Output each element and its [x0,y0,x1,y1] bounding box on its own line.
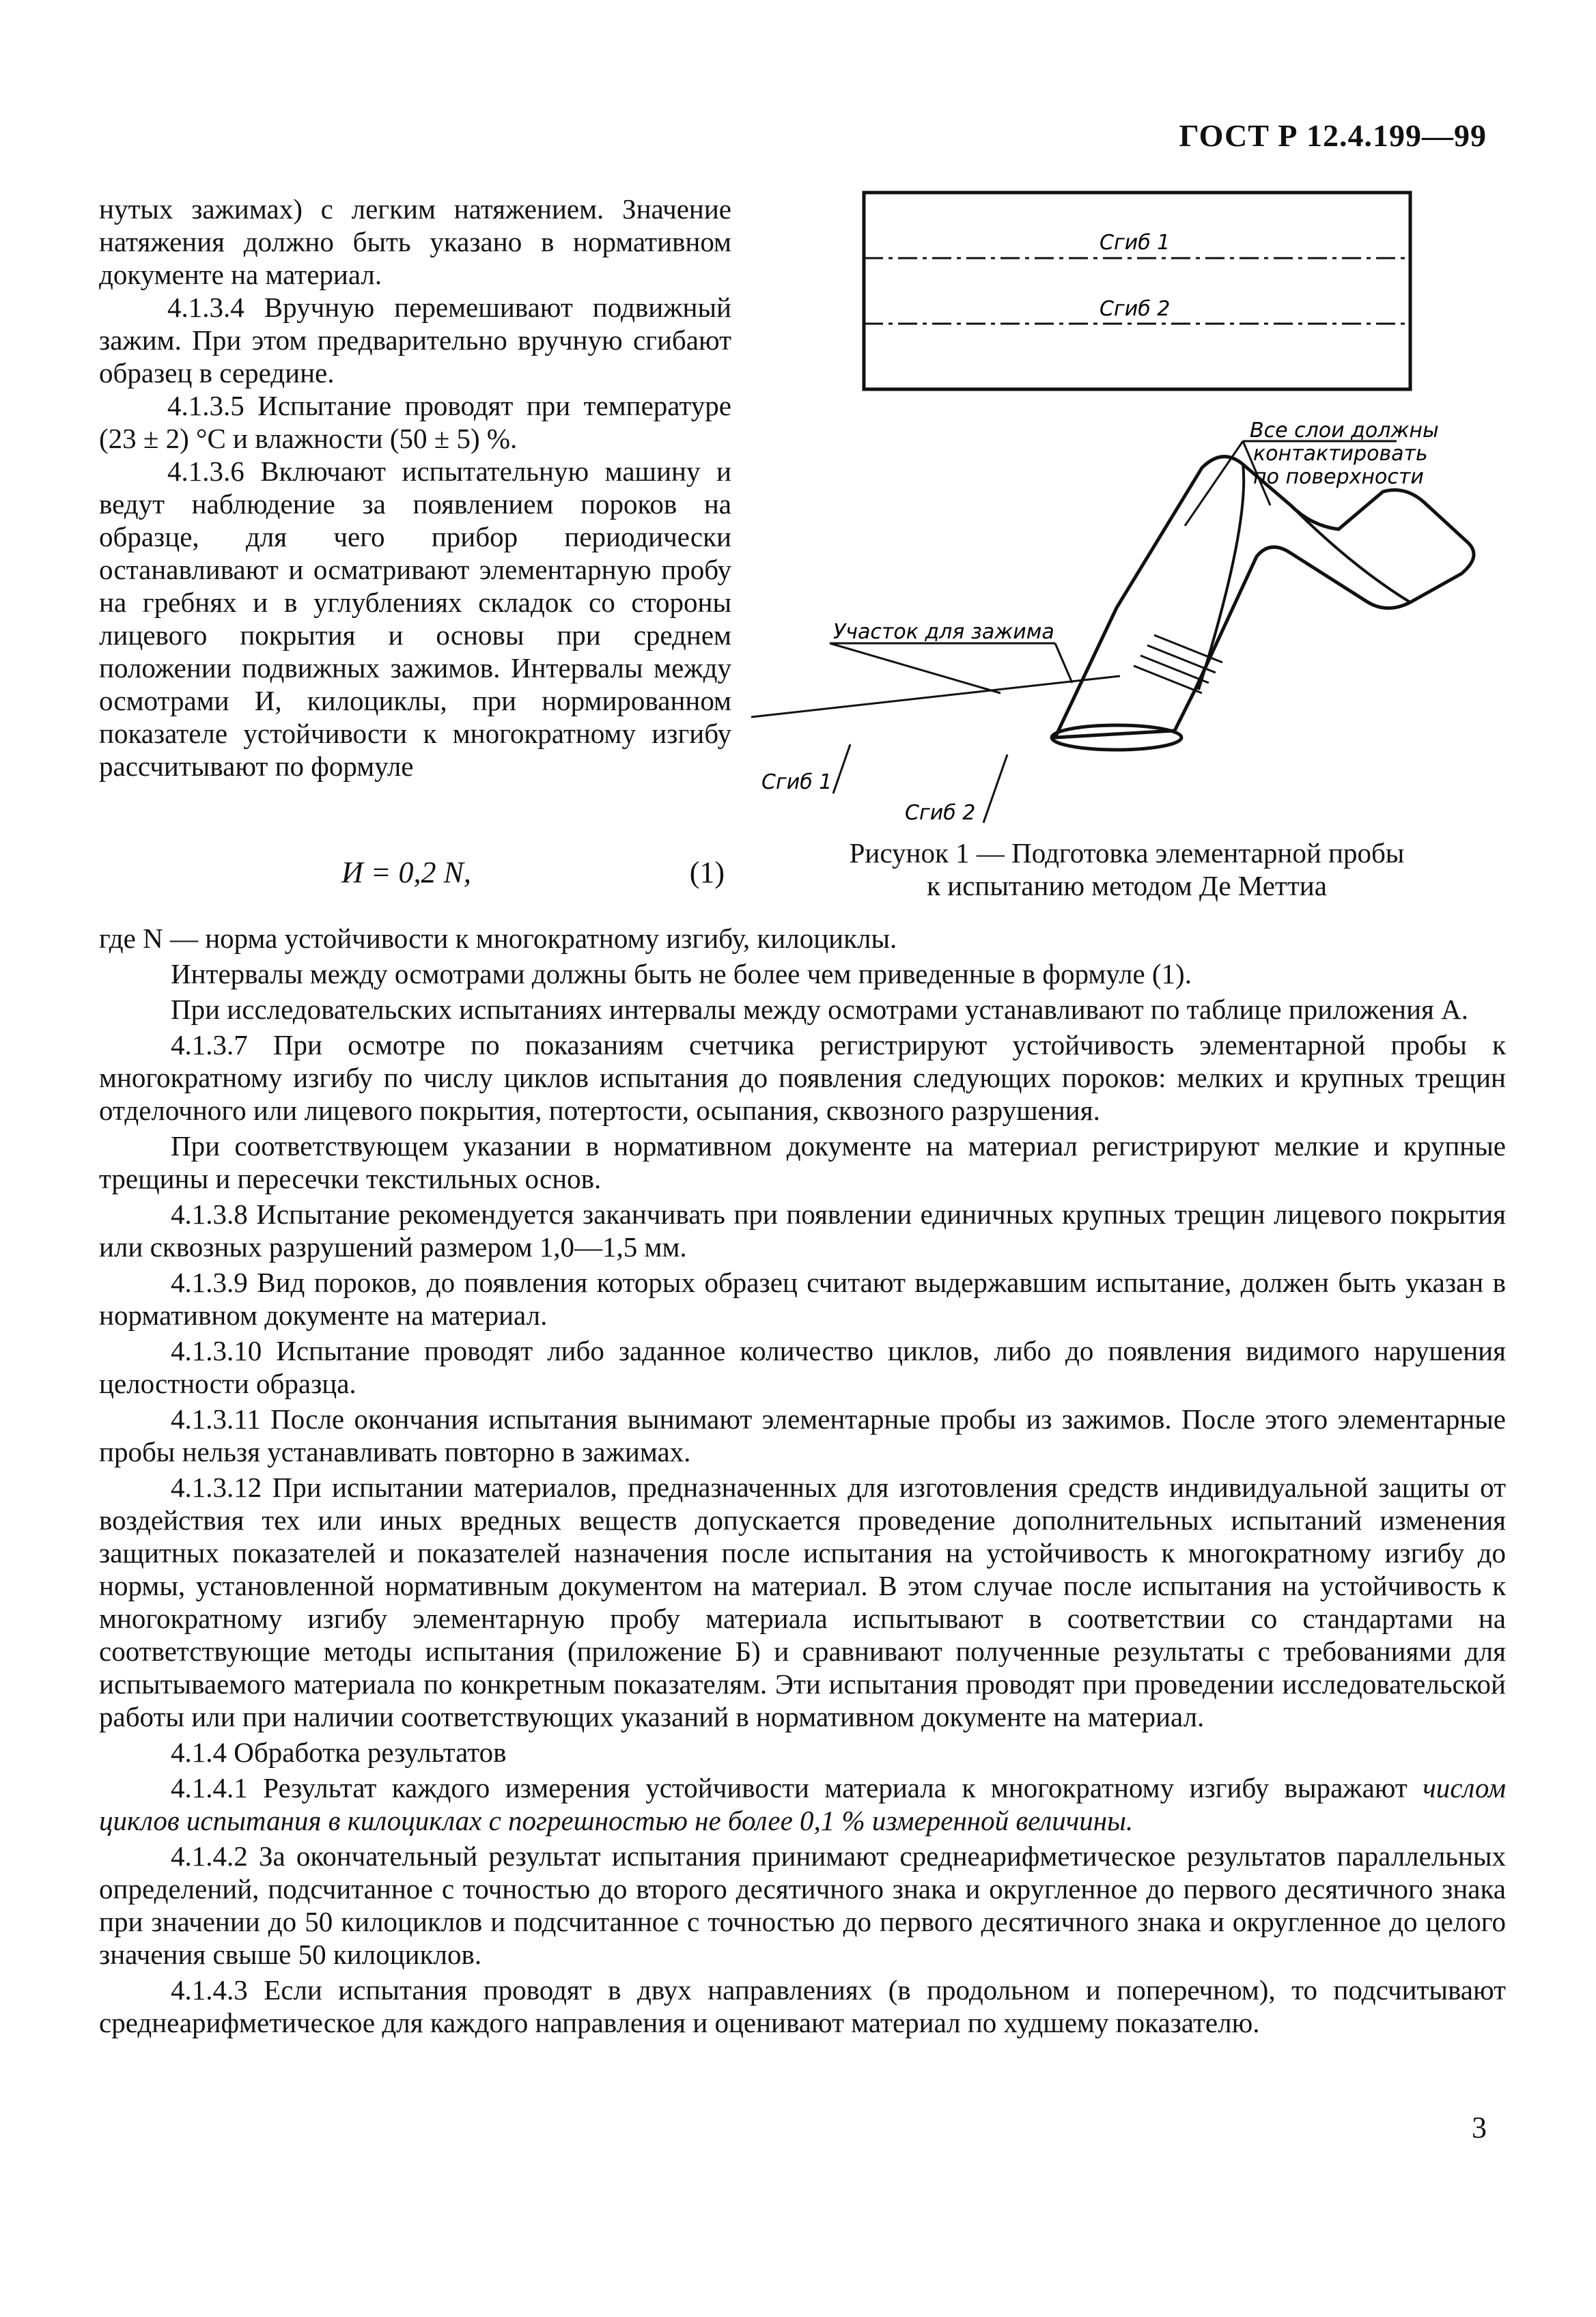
figure-caption [802,837,1451,902]
paragraph-4-1-3-4: 4.1.3.4 Вручную перемешивают подвижный зажим. При этом предварительно вручную сгибают образец в середине. [99,292,731,389]
figure-1 [751,184,1502,908]
caption-line-1: Рисунок 1 — Подготовка элементарной пробы [849,837,1405,869]
hatch-3 [1147,645,1216,673]
clamp-leader-3 [751,676,1120,717]
fold-2-leader [983,755,1007,823]
hatch-1 [1134,666,1202,693]
figure-drawing [751,184,1502,826]
section-4-1-4: 4.1.4 Обработка результатов [171,1737,507,1768]
fold-1-label: Сгиб 1 [1100,231,1171,255]
paragraph-4-1-4-3: 4.1.4.3 Если испытания проводят в двух направлениях (в продольном и поперечном), то подсчитывают среднеарифметическое для каждого направления и оценивают материал по худшему показателю. [99,1974,1506,2038]
paragraph-4-1-4-1 [99,1771,1506,1837]
note-line-1: Все слои должны [1250,419,1439,443]
paragraph-4-1-3-12: 4.1.3.12 При испытании материалов, предназначенных для изготовления средств индивидуальной защиты от воздействия тех или иных вредных веществ допускается проведение дополнительных испытаний изменения защитных показателей и показателей назначения после испытания на устойчивость к многократному изгибу до нормы, установленной нормативным документом на материал. В этом случае после испытания на устойчивость к многократному изгибу элементарную пробу материала испытывают в соответствии со стандартами на соответствующие методы испытания (приложение Б) и сравнивают полученные результаты с требованиями для испытываемого материала по конкретным показателям. Эти испытания проводят при проведении исследовательской работы или при наличии соответствующих указаний в нормативном документе на материал. [99,1472,1506,1732]
paragraph-continuation: нутых зажимах) с легким натяжением. Значение натяжения должно быть указано в нормативном документе на материал. [99,193,731,290]
specimen-rectangle [864,193,1410,389]
formula-number: (1) [689,856,725,889]
clamp-leader-1 [830,643,1000,693]
paragraph-intervals: Интервалы между осмотрами должны быть не более чем приведенные в формуле (1). [171,958,1192,989]
paragraph-4-1-3-9: 4.1.3.9 Вид пороков, до появления которых образец считают выдержавшим испытание, должен быть указан в нормативном документе на материал. [99,1267,1506,1331]
paragraph-4-1-3-6: 4.1.3.6 Включают испытательную машину и ведут наблюдение за появлением пороков на образце, для чего прибор периодически останавливают и осматривают элементарную пробу на гребнях и в углублениях складок со стороны лицевого покрытия и основы при среднем положении подвижных зажимов. Интервалы между осмотрами И, килоциклы, при нормированном показателе устойчивости к многократному изгибу рассчитывают по формуле [99,455,731,782]
paragraph-4-1-4-1-italic: числом циклов испытания в килоциклах с погрешностью не более 0,1 % измеренной величины. [99,1772,1506,1836]
paragraph-4-1-4-2: 4.1.4.2 За окончательный результат испытания принимают среднеарифметическое результатов параллельных определений, подсчитанное с точностью до второго десятичного знака и округленное до первого десятичного знака при значении до 50 килоциклов и подсчитанное с точностью до первого десятичного знака и округленное до целого значения свыше 50 килоциклов. [99,1840,1506,1970]
fold-2-bottom-label: Сгиб 2 [905,801,976,825]
formula-expression: И = 0,2 N, [341,856,471,889]
left-column-text [99,193,731,783]
note-line-2: контактировать [1253,442,1428,466]
note-line-3: по поверхности [1253,465,1424,489]
clamp-area-label: Участок для зажима [833,620,1054,644]
fold-1-leader [833,744,850,794]
fold-2-label: Сгиб 2 [1100,297,1171,321]
paragraph-4-1-4-1-start: 4.1.4.1 Результат каждого измерения устойчивости материала к многократному изгибу выражают [171,1772,1423,1803]
paragraph-4-1-3-5: 4.1.3.5 Испытание проводят при температуре (23 ± 2) °С и влажности (50 ± 5) %. [99,390,731,454]
paragraph-4-1-3-10: 4.1.3.10 Испытание проводят либо заданное количество циклов, либо до появления видимого нарушения целостности образца. [99,1335,1506,1399]
formula-1 [99,855,731,893]
page-number: 3 [1472,2111,1487,2144]
caption-line-2: к испытанию методом Де Меттиа [927,870,1327,901]
main-text [99,922,1506,2042]
paragraph-register: При соответствующем указании в нормативном документе на материал регистрируют мелкие и крупные трещины и пересечки текстильных основ. [99,1130,1506,1194]
document-header: ГОСТ Р 12.4.199—99 [1179,118,1487,153]
clamp-leader-2 [1055,643,1072,683]
paragraph-4-1-3-7: 4.1.3.7 При осмотре по показаниям счетчика регистрируют устойчивость элементарной пробы к многократному изгибу по числу циклов испытания до появления следующих пороков: мелких и крупных трещин отделочного или лицевого покрытия, потертости, осыпания, сквозного разрушения. [99,1029,1506,1126]
paragraph-4-1-3-11: 4.1.3.11 После окончания испытания вынимают элементарные пробы из зажимов. После этого элементарные пробы нельзя устанавливать повторно в зажимах. [99,1403,1506,1468]
formula-where: где N — норма устойчивости к многократному изгибу, килоциклы. [99,923,897,954]
paragraph-research: При исследовательских испытаниях интервалы между осмотрами устанавливают по таблице приложения А. [171,994,1469,1025]
hatch-2 [1140,656,1209,683]
paragraph-4-1-3-8: 4.1.3.8 Испытание рекомендуется заканчивать при появлении единичных крупных трещин лицевого покрытия или сквозных разрушений размером 1,0—1,5 мм. [99,1198,1506,1263]
fold-1-bottom-label: Сгиб 1 [761,770,832,794]
folded-specimen-outline [1055,457,1474,738]
